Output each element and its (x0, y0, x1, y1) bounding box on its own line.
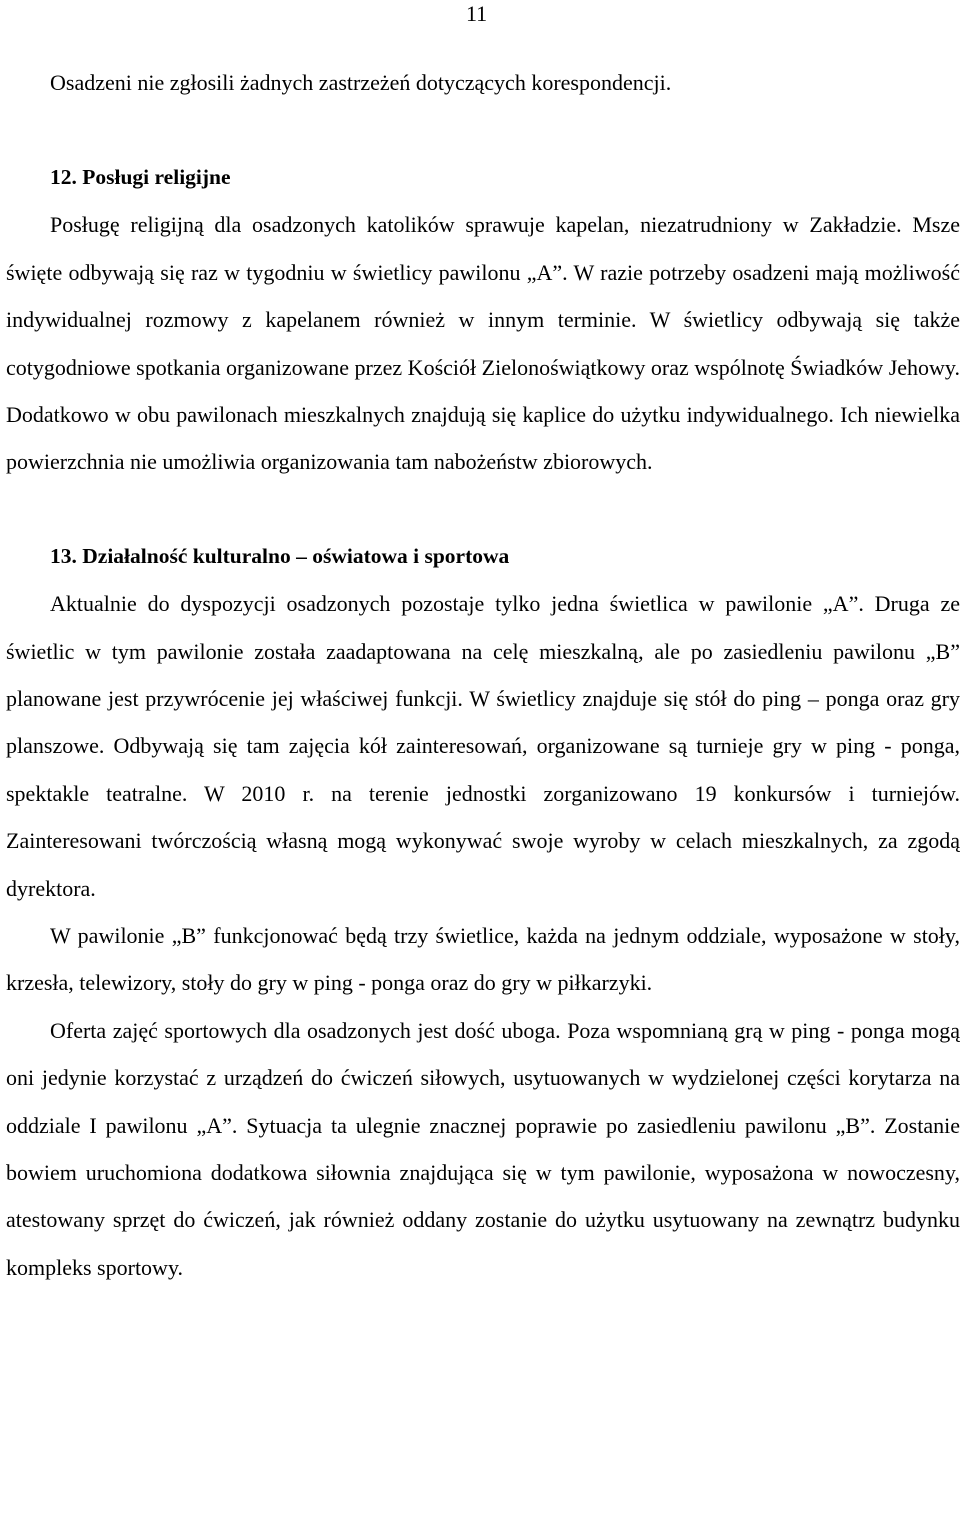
page-number: 11 (466, 1, 488, 26)
section-13 (6, 533, 960, 1292)
document-body (6, 59, 960, 1291)
section-12-heading: 12. Posługi religijne (50, 164, 231, 189)
section-13-paragraph-2: W pawilonie „B” funkcjonować będą trzy świetlice, każda na jednym oddziale, wyposażone w stoły, krzesła, telewizory, stoły do gry w ping - ponga oraz do gry w piłkarzyki. (6, 923, 960, 996)
section-13-heading: 13. Działalność kulturalno – oświatowa i sportowa (50, 543, 510, 568)
section-12 (6, 154, 960, 486)
section-13-paragraph-3: Oferta zajęć sportowych dla osadzonych jest dość uboga. Poza wspomnianą grą w ping - ponga mogą oni jedynie korzystać z urządzeń do ćwiczeń siłowych, usytuowanych w wydzielonej części korytarza na oddziale I pawilonu „A”. Sytuacja ta ulegnie znacznej poprawie po zasiedleniu pawilonu „B”. Zostanie bowiem uruchomiona dodatkowa siłownia znajdująca się w tym pawilonie, wyposażona w nowoczesny, atestowany sprzęt do ćwiczeń, jak również oddany zostanie do użytku usytuowany na zewnątrz budynku kompleks sportowy. (6, 1017, 960, 1280)
section-13-paragraph-1: Aktualnie do dyspozycji osadzonych pozostaje tylko jedna świetlica w pawilonie „A”. Druga ze świetlic w tym pawilonie została zaadaptowana na celę mieszkalną, ale po zasiedleniu pawilonu „B” planowane jest przywrócenie jej właściwej funkcji. W świetlicy znajduje się stół do ping – ponga oraz gry planszowe. Odbywają się tam zajęcia kół zainteresowań, organizowane są turnieje gry w ping - ponga, spektakle teatralne. W 2010 r. na terenie jednostki zorganizowano 19 konkursów i turniejów. Zainteresowani twórczością własną mogą wykonywać swoje wyroby w celach mieszkalnych, za zgodą dyrektora. (6, 591, 960, 901)
intro-paragraph: Osadzeni nie zgłosili żadnych zastrzeżeń dotyczących korespondencji. (50, 70, 672, 95)
section-12-paragraph: Posługę religijną dla osadzonych katolików sprawuje kapelan, niezatrudniony w Zakładzie. Msze święte odbywają się raz w tygodniu w świetlicy pawilonu „A”. W razie potrzeby osadzeni mają możliwość indywidualnej rozmowy z kapelanem również w innym terminie. W świetlicy odbywają się także cotygodniowe spotkania organizowane przez Kościół Zielonoświątkowy oraz wspólnotę Świadków Jehowy. Dodatkowo w obu pawilonach mieszkalnych znajdują się kaplice do użytku indywidualnego. Ich niewielka powierzchnia nie umożliwia organizowania tam nabożeństw zbiorowych. (6, 212, 960, 475)
